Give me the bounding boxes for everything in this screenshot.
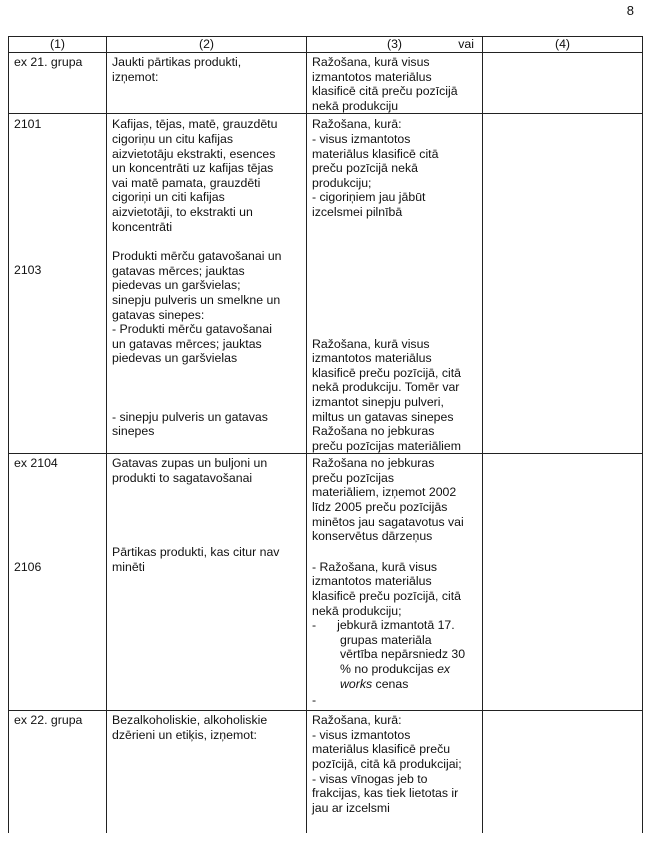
- hs-code: 2101 2103: [9, 114, 107, 454]
- product-description: Jaukti pārtikas produkti, izņemot:: [107, 53, 307, 114]
- processing-rule: Ražošana no jebkuras preču pozīcijas materiāliem, izņemot 2002 līdz 2005 preču pozīcijās minētos jau sagatavotus vai konservētus dārzeņus - Ražošana, kurā visus izmantotos materiālus klasificē preču pozīcijā, citā nekā produkciju; - jebkurā izmantotā 17. grupas materiāla vērtība nepārsniedz 30 % no produkcijas ex works cenas -: [307, 454, 483, 711]
- alternative-rule: [483, 711, 643, 834]
- hs-code: ex 2104 2106: [9, 454, 107, 711]
- alternative-rule: [483, 53, 643, 114]
- processing-rule: Ražošana, kurā visus izmantotos materiālus klasificē citā preču pozīcijā nekā produkciju: [307, 53, 483, 114]
- header-col-3: [307, 37, 483, 53]
- product-description: Kafijas, tējas, matē, grauzdētu cigoriņu un citu kafijas aizvietotāju ekstrakti, esences un koncentrāti uz kafijas tējas vai matē pamata, grauzdēti cigoriņi un citi kafijas aizvietotāji, to ekstrakti un koncentrāti Produkti mērču gatavošanai un gatavas mērces; jauktas piedevas un garšvielas; sinepju pulveris un smelkne un gatavas sinepes: - Produkti mērču gatavošanai un gatavas mērces; jauktas piedevas un garšvielas - sinepju pulveris un gatavas sinepes: [107, 114, 307, 454]
- header-col-1: (1): [9, 37, 107, 53]
- table-row: [9, 454, 643, 711]
- table-row: [9, 53, 643, 114]
- table-header-row: [9, 37, 643, 53]
- alternative-rule: [483, 114, 643, 454]
- header-col-3-label: (3): [386, 37, 403, 51]
- table-row: [9, 114, 643, 454]
- hs-code: ex 21. grupa: [9, 53, 107, 114]
- processing-rule: Ražošana, kurā: - visus izmantotos materiālus klasificē preču pozīcijā, citā kā produkcijai; - visas vīnogas jeb to frakcijas, kas tiek lietotas ir jau ar izcelsmi: [307, 711, 483, 834]
- page-number: 8: [626, 3, 634, 18]
- header-col-4: (4): [483, 37, 643, 53]
- table-row: [9, 711, 643, 834]
- rules-table: [8, 36, 643, 833]
- product-description: Gatavas zupas un buljoni un produkti to sagatavošanai Pārtikas produkti, kas citur nav minēti: [107, 454, 307, 711]
- header-col-2: (2): [107, 37, 307, 53]
- header-vai: vai: [458, 37, 474, 51]
- processing-rule: Ražošana, kurā: - visus izmantotos materiālus klasificē citā preču pozīcijā nekā produkciju; - cigoriņiem jau jābūt izcelsmei pilnībā Ražošana, kurā visus izmantotos materiālus klasificē preču pozīcijā, citā nekā produkciju. Tomēr var izmantot sinepju pulveri, miltus un gatavas sinepes Ražošana no jebkuras preču pozīcijas materiāliem: [307, 114, 483, 454]
- alternative-rule: [483, 454, 643, 711]
- hs-code: ex 22. grupa: [9, 711, 107, 834]
- product-description: Bezalkoholiskie, alkoholiskie dzērieni un etiķis, izņemot:: [107, 711, 307, 834]
